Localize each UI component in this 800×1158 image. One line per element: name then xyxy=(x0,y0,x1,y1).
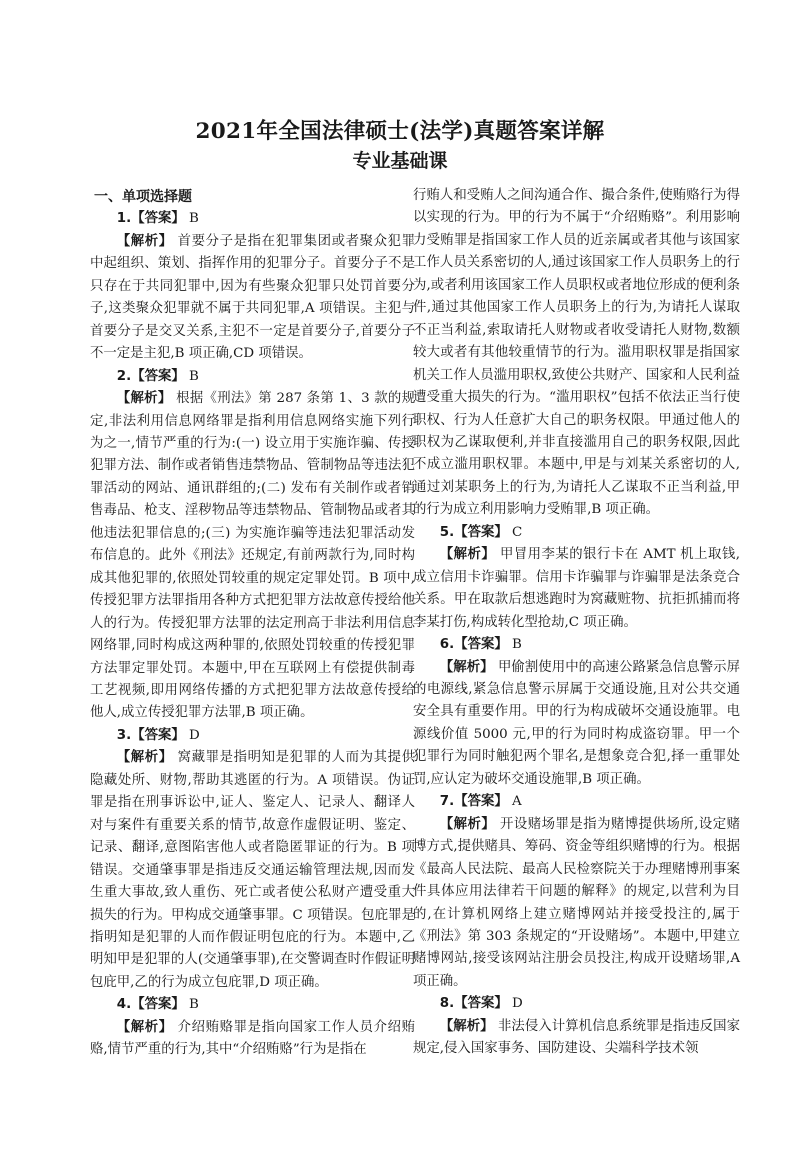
answer-value: D xyxy=(189,727,200,743)
answer-label: 7.【答案】 xyxy=(439,794,508,810)
analysis-label: 【解析】 xyxy=(116,391,172,407)
analysis-4-continued: 行贿人和受贿人之间沟通合作、撮合条件,使贿赂行为得以实现的行为。甲的行为不属于“介绍贿赂”。利用影响力受贿罪是指国家工作人员的近亲属或者其他与该国家工作人员关系密切的人,通过该国家工作人员职务上的行为,或者利用该国家工作人员职权或者地位形成的便利条件,通过其他国家工作人员职务上的行为,为请托人谋取不正当利益,索取请托人财物或者收受请托人财物,数额较大或者有其他较重情节的行为。滥用职权罪是指国家机关工作人员滥用职权,致使公共财产、国家和人民利益遭受重大损失的行为。“滥用职权”包括不依法正当行使职权、行为人任意扩大自己的职务权限。甲通过他人的职权为乙谋取便利,并非直接滥用自己的职务权限,因此不成立滥用职权罪。本题中,甲是与刘某关系密切的人,通过刘某职务上的行为,为请托人乙谋取不正当利益,甲的行为成立利用影响力受贿罪,B 项正确。 xyxy=(413,188,740,518)
analysis-text: 非法侵入计算机信息系统罪是指违反国家规定,侵入国家事务、国防建设、尖端科学技术领 xyxy=(413,1018,741,1057)
answer-line-2 xyxy=(90,366,415,388)
answer-label: 3.【答案】 xyxy=(116,727,185,743)
answer-line-1 xyxy=(90,208,415,230)
answer-label: 2.【答案】 xyxy=(116,368,185,384)
answer-line-4 xyxy=(90,994,415,1016)
analysis-text: 根据《刑法》第 287 条第 1、3 款的规定,非法利用信息网络罪是指利用信息网络实施下列行为之一,情节严重的行为:(一) 设立用于实施诈骗、传授犯罪方法、制作或者销售违禁物品、管制物品等违法犯罪活动的网站、通讯群组的;(二) 发布有关制作或者销售毒品、枪支、淫秽物品等违禁物品、管制物品或者其他违法犯罪信息的;(三) 为实施诈骗等违法犯罪活动发布信息的。此外《刑法》还规定,有前两款行为,同时构成其他犯罪的,依照处罚较重的规定定罪处罚。B 项中,传授犯罪方法罪指用各种方式把犯罪方法故意传授给他人的行为。传授犯罪方法罪的法定刑高于非法利用信息网络罪,同时构成这两种罪的,依照处罚较重的传授犯罪方法罪定罪处罚。本题中,甲在互联网上有偿提供制毒工艺视频,即用网络传播的方式把犯罪方法故意传授给他人,成立传授犯罪方法罪,B 项正确。 xyxy=(90,391,415,721)
analysis-text: 介绍贿赂罪是指向国家工作人员介绍贿赂,情节严重的行为,其中“介绍贿赂”行为是指在 xyxy=(90,1019,416,1058)
analysis-text: 甲冒用李某的银行卡在 AMT 机上取钱,成立信用卡诈骗罪。信用卡诈骗罪与诈骗罪是法条竞合关系。甲在取款后想逃跑时为窝藏赃物、抗拒抓捕而将李某打伤,构成转化型抢劫,C 项正确。 xyxy=(413,547,740,630)
analysis-6 xyxy=(413,657,740,792)
analysis-label: 【解析】 xyxy=(439,659,494,675)
answer-label: 6.【答案】 xyxy=(439,637,508,653)
section-heading: 一、单项选择题 xyxy=(94,189,192,205)
page-title: 2021年全国法律硕士(法学)真题答案详解 xyxy=(195,119,605,144)
analysis-1 xyxy=(90,231,415,366)
answer-value: B xyxy=(189,997,199,1013)
answer-line-6 xyxy=(413,634,740,656)
analysis-label: 【解析】 xyxy=(116,1019,173,1035)
analysis-label: 【解析】 xyxy=(439,816,496,832)
answer-line-5 xyxy=(413,522,740,544)
answer-value: B xyxy=(189,368,199,384)
answer-value: B xyxy=(189,211,199,227)
answer-label: 8.【答案】 xyxy=(439,996,508,1012)
answer-line-3 xyxy=(90,725,415,747)
analysis-text: 甲偷割使用中的高速公路紧急信息警示屏的电源线,紧急信息警示屏属于交通设施,且对公共交通安全具有重要作用。甲的行为构成破坏交通设施罪。电源线价值 5000 元,甲的行为同时构成盗窃罪。甲一个犯罪行为同时触犯两个罪名,是想象竞合犯,择一重罪处罚,应认定为破坏交通设施罪,B 项正确。 xyxy=(413,659,741,787)
analysis-label: 【解析】 xyxy=(439,547,496,563)
answer-value: A xyxy=(512,794,522,810)
analysis-4 xyxy=(90,1017,415,1062)
analysis-8 xyxy=(413,1016,740,1061)
left-column xyxy=(90,186,415,1062)
analysis-text: 首要分子是指在犯罪集团或者聚众犯罪中起组织、策划、指挥作用的犯罪分子。首要分子不是只存在于共同犯罪中,因为有些聚众犯罪只处罚首要分子,这类聚众犯罪就不属于共同犯罪,A 项错误。主犯与首要分子是交叉关系,主犯不一定是首要分子,首要分子不一定是主犯,B 项正确,CD 项错误。 xyxy=(90,233,416,362)
right-column xyxy=(413,185,740,1061)
answer-value: B xyxy=(512,637,522,653)
analysis-5 xyxy=(413,544,740,634)
analysis-text: 窝藏罪是指明知是犯罪的人而为其提供隐藏处所、财物,帮助其逃匿的行为。A 项错误。伪证罪是指在刑事诉讼中,证人、鉴定人、记录人、翻译人对与案件有重要关系的情节,故意作虚假证明、鉴定、记录、翻译,意图陷害他人或者隐匿罪证的行为。B 项错误。交通肇事罪是指违反交通运输管理法规,因而发生重大事故,致人重伤、死亡或者使公私财产遭受重大损失的行为。甲构成交通肇事罪。C 项错误。包庇罪是指明知是犯罪的人而作假证明包庇的行为。本题中,乙明知甲是犯罪的人(交通肇事罪),在交警调查时作假证明包庇甲,乙的行为成立包庇罪,D 项正确。 xyxy=(90,750,416,990)
analysis-label: 【解析】 xyxy=(116,233,173,249)
page-subtitle: 专业基础课 xyxy=(352,150,448,172)
answer-label: 4.【答案】 xyxy=(116,997,185,1013)
analysis-label: 【解析】 xyxy=(439,1018,494,1034)
analysis-7 xyxy=(413,814,740,994)
analysis-text: 开设赌场罪是指为赌博提供场所,设定赌博方式,提供赌具、筹码、资金等组织赌博的行为。根据《最高人民法院、最高人民检察院关于办理赌博刑事案件具体应用法律若干问题的解释》的规定,以营利为目的,在计算机网络上建立赌博网站并接受投注的,属于《刑法》第 303 条规定的“开设赌场”。本题中,甲建立赌博网站,接受该网站注册会员投注,构成开设赌场罪,A 项正确。 xyxy=(413,816,740,989)
answer-label: 1.【答案】 xyxy=(116,211,185,227)
answer-value: C xyxy=(512,524,523,540)
answer-label: 5.【答案】 xyxy=(439,524,508,540)
analysis-3 xyxy=(90,747,415,994)
analysis-2 xyxy=(90,388,415,725)
analysis-label: 【解析】 xyxy=(116,750,173,766)
answer-line-7 xyxy=(413,791,740,813)
answer-line-8 xyxy=(413,993,740,1015)
answer-value: D xyxy=(512,996,523,1012)
